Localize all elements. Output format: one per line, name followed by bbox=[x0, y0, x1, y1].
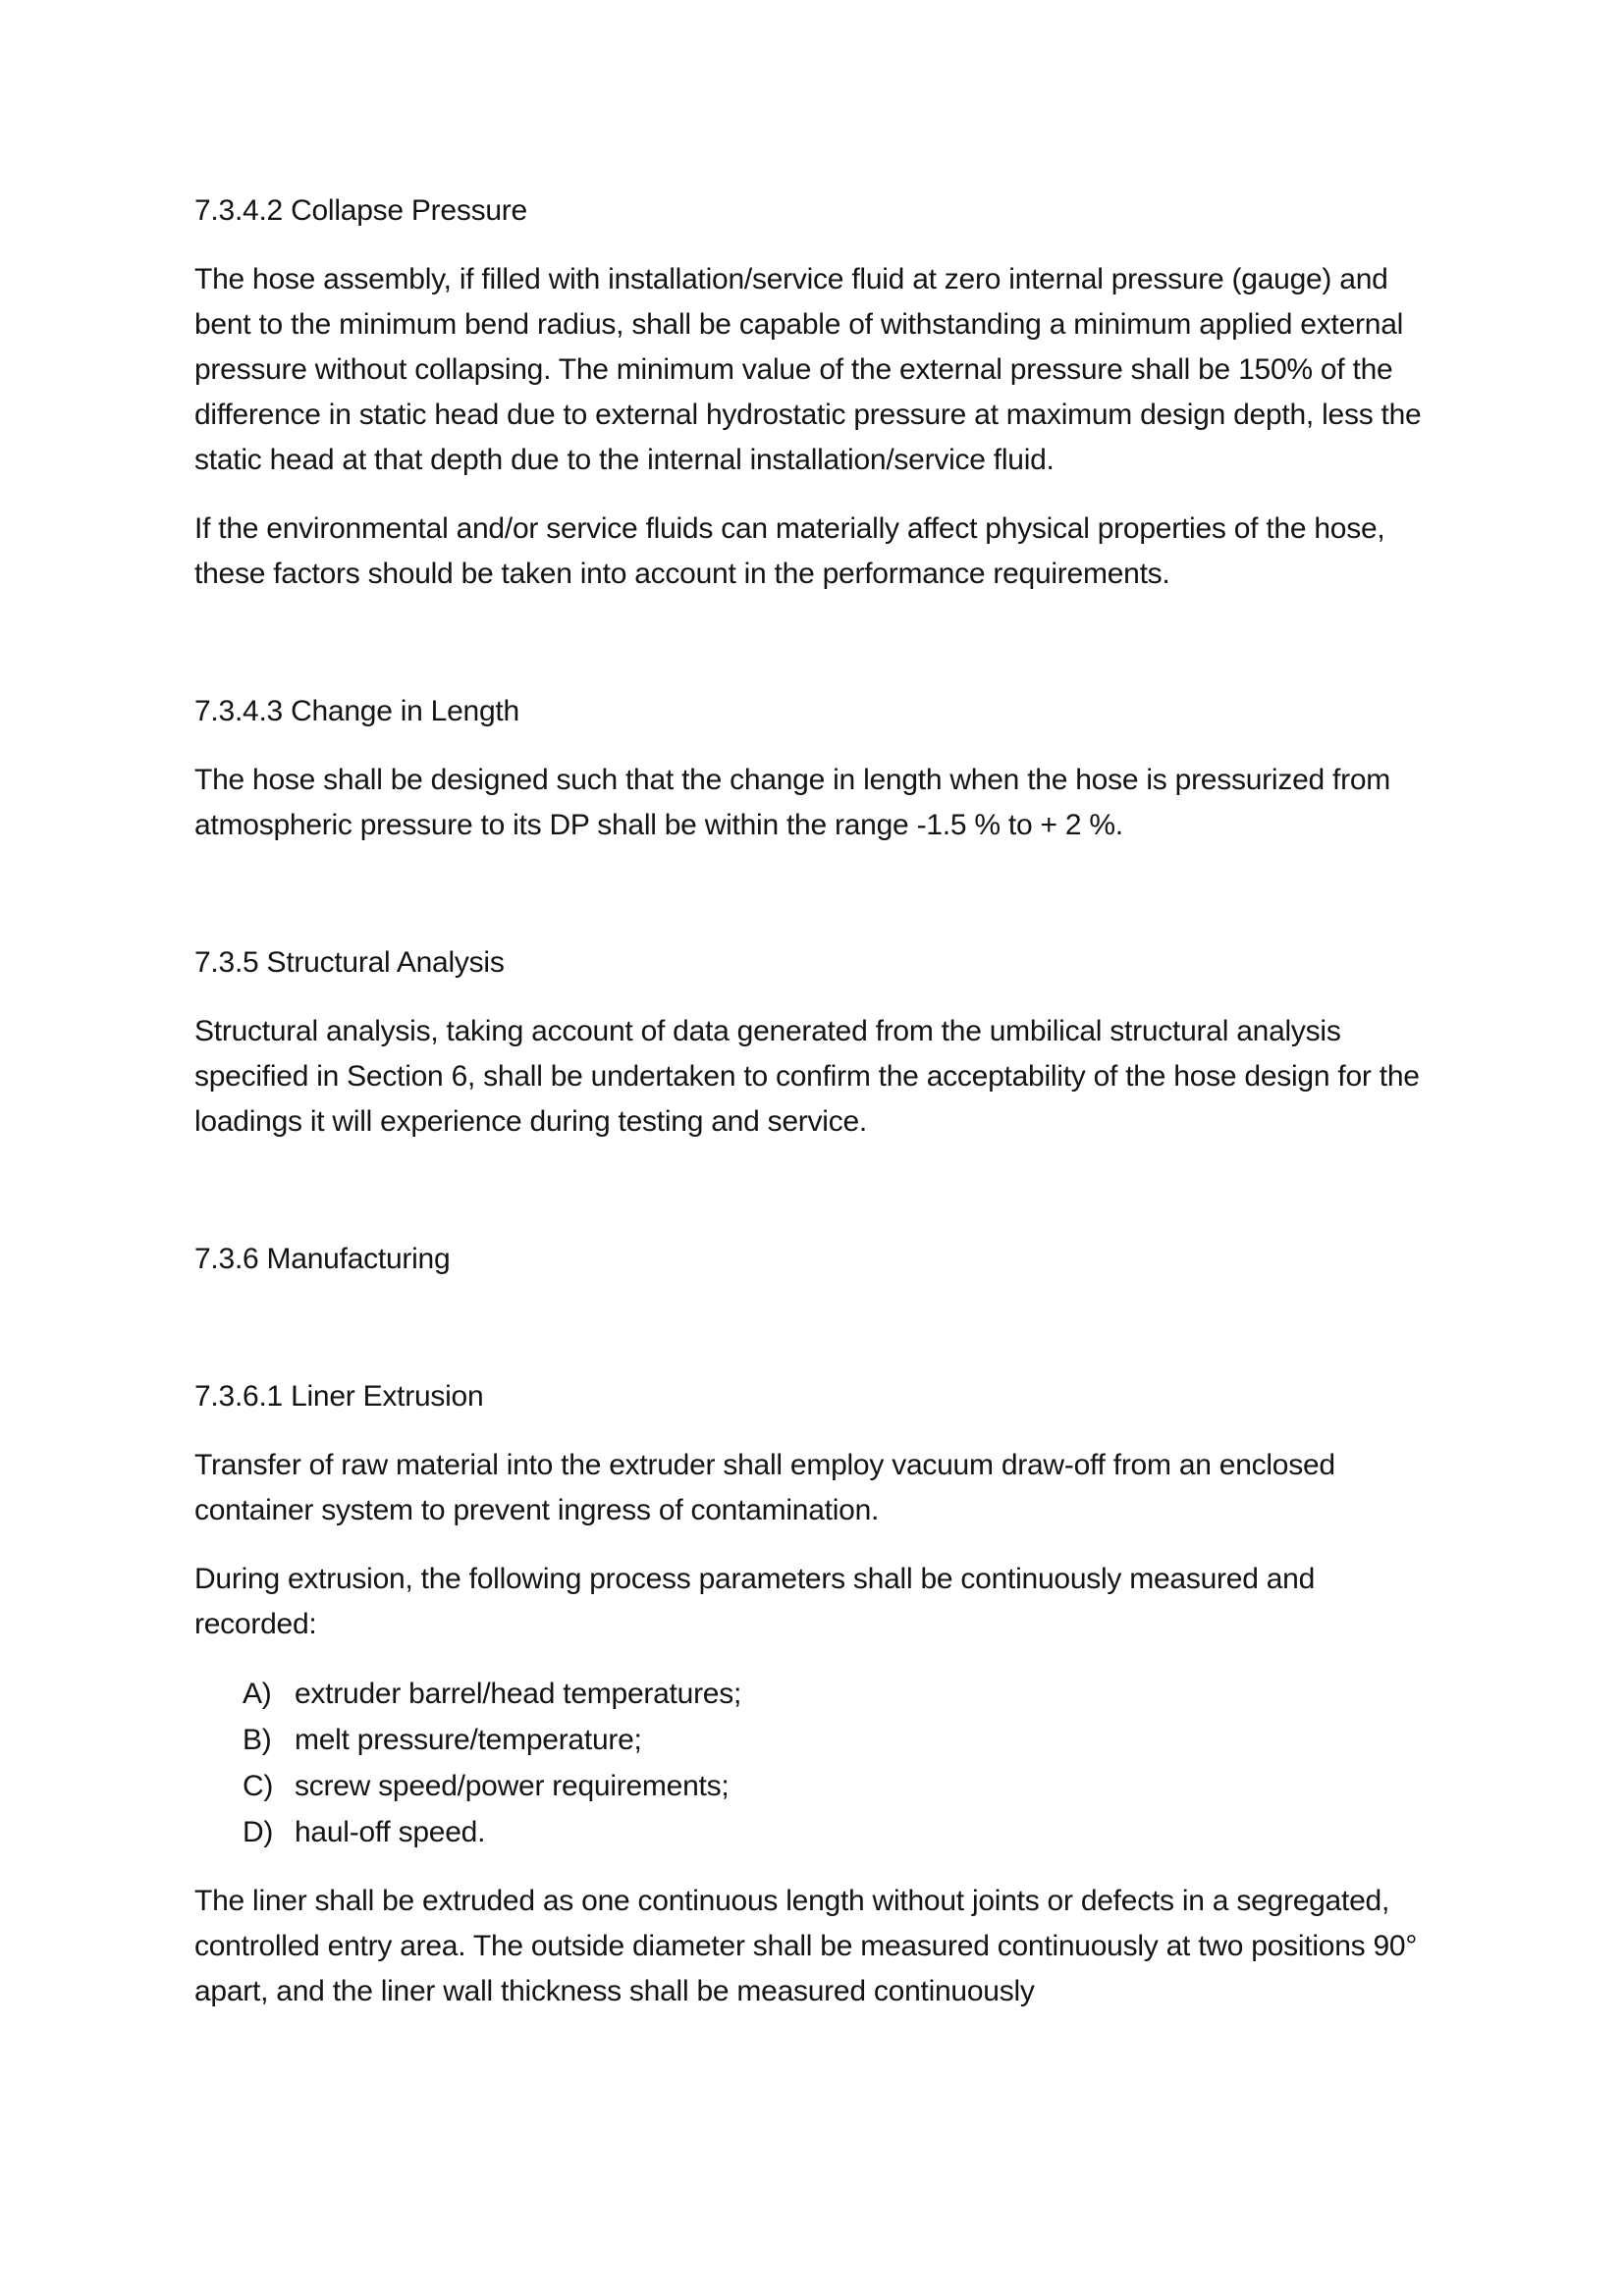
paragraph: The hose assembly, if filled with installation/service fluid at zero internal pressure (gauge) and bent to the minimum bend radius, shall be capable of withstanding a minimum applied external pressure without collapsing. The minimum value of the external pressure shall be 150% of the difference in static head due to external hydrostatic pressure at maximum design depth, less the static head at that depth due to the internal installation/service fluid. bbox=[194, 263, 1422, 476]
list-marker: C) bbox=[243, 1770, 274, 1802]
ordered-list bbox=[194, 1671, 1430, 1855]
list-item bbox=[243, 1671, 1430, 1717]
section-heading: 7.3.5 Structural Analysis bbox=[194, 946, 505, 979]
paragraph: The liner shall be extruded as one continuous length without joints or defects in a segregated, controlled entry area. The outside diameter shall be measured continuously at two positions 90° apart, and the liner wall thickness shall be measured continuously bbox=[194, 1885, 1418, 2007]
list-marker: A) bbox=[243, 1678, 272, 1710]
list-item-text: melt pressure/temperature; bbox=[295, 1724, 642, 1756]
section-heading: 7.3.6.1 Liner Extrusion bbox=[194, 1380, 484, 1413]
list-marker: B) bbox=[243, 1724, 272, 1756]
paragraph: Structural analysis, taking account of data generated from the umbilical structural analysis specified in Section 6, shall be undertaken to confirm the acceptability of the hose design for the loadings it will experience during testing and service. bbox=[194, 1015, 1420, 1138]
list-item-text: extruder barrel/head temperatures; bbox=[295, 1678, 742, 1710]
section-heading: 7.3.4.3 Change in Length bbox=[194, 695, 519, 727]
paragraph: The hose shall be designed such that the change in length when the hose is pressurized from atmospheric pressure to its DP shall be within the range -1.5 % to + 2 %. bbox=[194, 764, 1391, 841]
list-item-text: haul-off speed. bbox=[295, 1816, 486, 1848]
section-heading: 7.3.4.2 Collapse Pressure bbox=[194, 194, 527, 227]
section-heading: 7.3.6 Manufacturing bbox=[194, 1243, 451, 1275]
list-marker: D) bbox=[243, 1816, 274, 1848]
list-item-text: screw speed/power requirements; bbox=[295, 1770, 730, 1802]
list-item bbox=[243, 1717, 1430, 1763]
paragraph: During extrusion, the following process parameters shall be continuously measured and recorded: bbox=[194, 1563, 1316, 1640]
list-item bbox=[243, 1809, 1430, 1855]
paragraph: If the environmental and/or service fluids can materially affect physical properties of the hose, these factors should be taken into account in the performance requirements. bbox=[194, 512, 1385, 590]
document-body bbox=[194, 188, 1430, 2038]
list-item bbox=[243, 1763, 1430, 1809]
paragraph: Transfer of raw material into the extruder shall employ vacuum draw-off from an enclosed container system to prevent ingress of contamination. bbox=[194, 1449, 1335, 1526]
